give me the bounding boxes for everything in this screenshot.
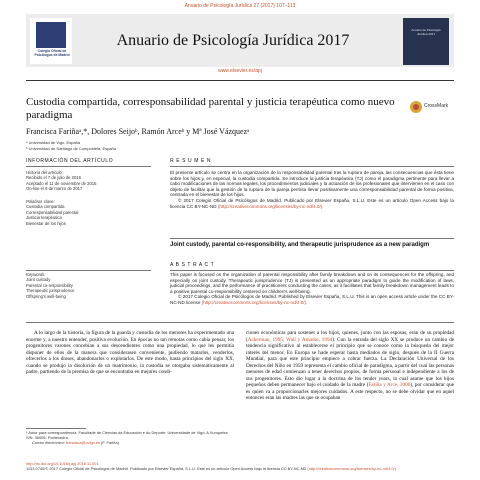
- email-label: Correo electrónico:: [32, 440, 66, 445]
- resumen-license-link[interactable]: (http://creativecommons.org/licenses/by-nc-nd/4.0/).: [217, 203, 324, 209]
- abstract-copyright-text: © 2017 Colegio Oficial de Psicólogos de Madrid. Published by Elsevier España, S.L.U. This is an open access article under the CC BY-NC-ND license: [170, 294, 454, 305]
- crossmark-icon: [410, 101, 422, 113]
- body-column-1: [26, 330, 234, 376]
- keyword: Joint custody: [26, 277, 51, 283]
- issn-line: [26, 466, 454, 471]
- resumen-rule: [170, 166, 454, 167]
- keywords-es: [26, 199, 151, 226]
- english-title-rule: [170, 238, 454, 239]
- article-title: Custodia compartida, corresponsabilidad parental y justicia terapéutica como nuevo paradigma: [26, 96, 395, 121]
- resumen-paragraph: El presente artículo se centra en la organización de la responsabilidad parental tras la ruptura de pareja, las consecuencias que ésta tiene sobre los hijos y, en especial, la custodia compartida. Se introduce la justicia terapéutica (TJ) como el paradigma pertinente para llevar a cabo modificaciones de las normas legales, los procedimientos judiciales y la actuación de los profesionales que intervienen en el caso con objeto de facilitar que la gestión de la ruptura de la pareja permita llevar positivamente una corresponsabilidad parental de forma positiva, centrada en el bienestar de los hijos.: [170, 170, 454, 198]
- footnote-email-line: [26, 440, 234, 445]
- affiliation-b: ᵇ Universidad de Santiago de Compostela, España: [26, 146, 117, 151]
- keyword: Bienestar de los hijos: [26, 220, 66, 226]
- abstract-end-rule: [26, 322, 454, 323]
- keyword: Offspring's well-being: [26, 293, 66, 299]
- cover-text: Anuario de Psicología Jurídica 2017: [411, 28, 441, 36]
- body-paragraph: [246, 330, 454, 402]
- en-keywords-label: Keywords:: [26, 272, 46, 277]
- body-text: ). Con la entrada del siglo XX se produce un cambio de tendencia significativo al establecerse el principio que se conoce como la búsqueda del mejor interés del menor. En Europa se hade esperar hasta mediados de siglo, después de la II Guerra Mundial, para que este principio empiece a cobrar fuerza. La Declaración Universal de los Derechos del Niño en 1959 representa el cambio oficial de paradigma, a partir del cual las personas menores de edad comienzan a tener derechos propios, de forma personal e independiente a los de sus progenitores. Esto dio lugar a la doctrina de los tender years, la cual asume que los hijos pequeños deben permanecer bajo el cuidado de la madre (: [246, 336, 454, 389]
- citation-link[interactable]: Fariña y Arce, 2006: [368, 382, 411, 389]
- email-suffix: (F. Fariña).: [99, 440, 120, 445]
- abstract-text: [170, 272, 454, 306]
- abstract-paragraph: This paper is focused on the organization of parental responsibility after family breakdown and on its consequences for the offspring, and especially on joint custody. Therapeutic jurisprudence (TJ) is presented as an appropriate paradigm to guide the modification of laws, judicial proceedings, and the performance of practitioners conducting the cases, as it facilitates that family breakdown management leads to a positive parental co-responsibility centered on children's well-being.: [170, 272, 454, 294]
- crossmark-button[interactable]: [410, 100, 454, 114]
- info-rule: [26, 166, 151, 167]
- crossmark-label: CrossMark: [424, 103, 449, 109]
- affiliation-a: ᵃ Universidad de Vigo, España: [26, 140, 81, 145]
- abstract-license-link[interactable]: (http://creativecommons.org/licenses/by-nc-nd/4.0/).: [201, 299, 308, 305]
- article-history: [26, 170, 151, 192]
- keyword: Custodia compartida: [26, 204, 65, 210]
- abstract-copyright: [170, 294, 454, 305]
- abstract-heading: A B S T R A C T: [170, 262, 215, 268]
- keywords-en: [26, 272, 151, 299]
- resumen-copyright-text: © 2017 Colegio Oficial de Psicólogos de Madrid. Publicado por Elsevier España, S.L.U. Este es un artículo Open Access bajo la licencia CC BY-NC-ND: [170, 197, 454, 209]
- corresponding-author-footnote: [26, 430, 234, 445]
- body-paragraph: A lo largo de la historia, la figura de la guarda y custodia de los menores ha experimentado una enorme y, a nuestro entender, positiva evolución. En épocas no tan remotas como cabía pensar, los progenitores varones concebían a sus descendientes como una propiedad, lo que les permitía disponer de ellos de la manera que considerasen conveniente, pudiendo matarlos, venderlos, ofrecerlos a los dioses, abandonarlos o explotarlos. De este modo, hasta principios del siglo XX, cuando se produjo la disolución de un matrimonio, la custodia se otorgaba sistemáticamente al padre, partiendo de la premisa de que se encontraba en mejores condi-: [26, 330, 234, 376]
- header-rule: [26, 80, 454, 81]
- body-column-2: [246, 330, 454, 402]
- english-title: Joint custody, parental co-responsibility, and therapeutic jurisprudence as a new paradigm: [170, 242, 430, 248]
- journal-cover-image: [403, 18, 449, 65]
- keywords-label: Palabras clave:: [26, 199, 55, 204]
- issn-text: 1133-0740/© 2017 Colegio Oficial de Psicólogos de Madrid. Publicado por Elsevier España, S.L.U. Este es un artículo Open Access bajo la licencia CC BY-NC-ND: [26, 466, 307, 471]
- publisher-logo: [30, 18, 72, 64]
- journal-reference[interactable]: Anuario de Psicología Jurídica 27 (2017) 107–113: [184, 3, 296, 9]
- footer-license-link[interactable]: (http://creativecommons.org/licenses/by-nc-nd/4.0/).: [307, 466, 397, 471]
- history-received: Recibido el 7 de julio de 2016: [26, 175, 81, 181]
- journal-url-link[interactable]: www.elsevier.es/apj: [218, 68, 262, 74]
- footnote-rule: [26, 428, 86, 429]
- resumen-copyright: [170, 198, 454, 209]
- journal-title: Anuario de Psicología Jurídica 2017: [116, 32, 350, 49]
- body-text: ciones económicas para sostener a los hijos, quienes, junto con las esposas, eran de su propiedad (: [246, 330, 454, 343]
- body-text: ), por considerar que es quien va a proporcionarles mejores cuidados. A este respecto, no se debe olvidar que en aquel entonces eran las madres las que se ocupaban: [246, 382, 454, 402]
- history-accepted: Aceptado el 11 de noviembre de 2016: [26, 180, 97, 186]
- doi-link[interactable]: http://dx.doi.org/10.1016/j.apj.2016.11.001: [26, 461, 99, 466]
- keyword: Justicia terapéutica: [26, 215, 62, 221]
- keyword: Corresponsabilidad parental: [26, 209, 79, 215]
- email-link[interactable]: francisca@uvigo.es: [65, 440, 100, 445]
- doi-footer: [26, 461, 454, 471]
- keywords-en-rule: [26, 270, 151, 271]
- article-authors: Francisca Fariñaᵃ,*, Dolores Seijoᵇ, Ramón Arceᵇ y Mª José Vázquezᵃ: [26, 127, 250, 136]
- history-online: On-line el 6 de marzo de 2017: [26, 186, 83, 192]
- resumen-heading: R E S U M E N: [170, 158, 212, 164]
- logo-text: Colegio Oficial de Psicólogos de Madrid: [34, 49, 70, 57]
- footnote-author: * Autor para correspondencia. Facultade de Ciencias da Educación e do Deporte. Universidade de Vigo. A Xunqueira S/N. 36005- Pontevedra.: [26, 430, 228, 440]
- keyword: Parental co-responsibility: [26, 282, 73, 288]
- abstract-rule: [170, 270, 454, 271]
- logo-mark-icon: [36, 22, 66, 48]
- citation-link[interactable]: Ackerman, 1995; Wall y Amadio, 1994: [247, 336, 333, 343]
- article-info-heading: INFORMACIÓN DEL ARTÍCULO: [26, 158, 114, 164]
- resumen-text: [170, 170, 454, 209]
- keyword: Therapeutic jurisprudence: [26, 288, 75, 294]
- history-label: Historia del artículo:: [26, 170, 64, 175]
